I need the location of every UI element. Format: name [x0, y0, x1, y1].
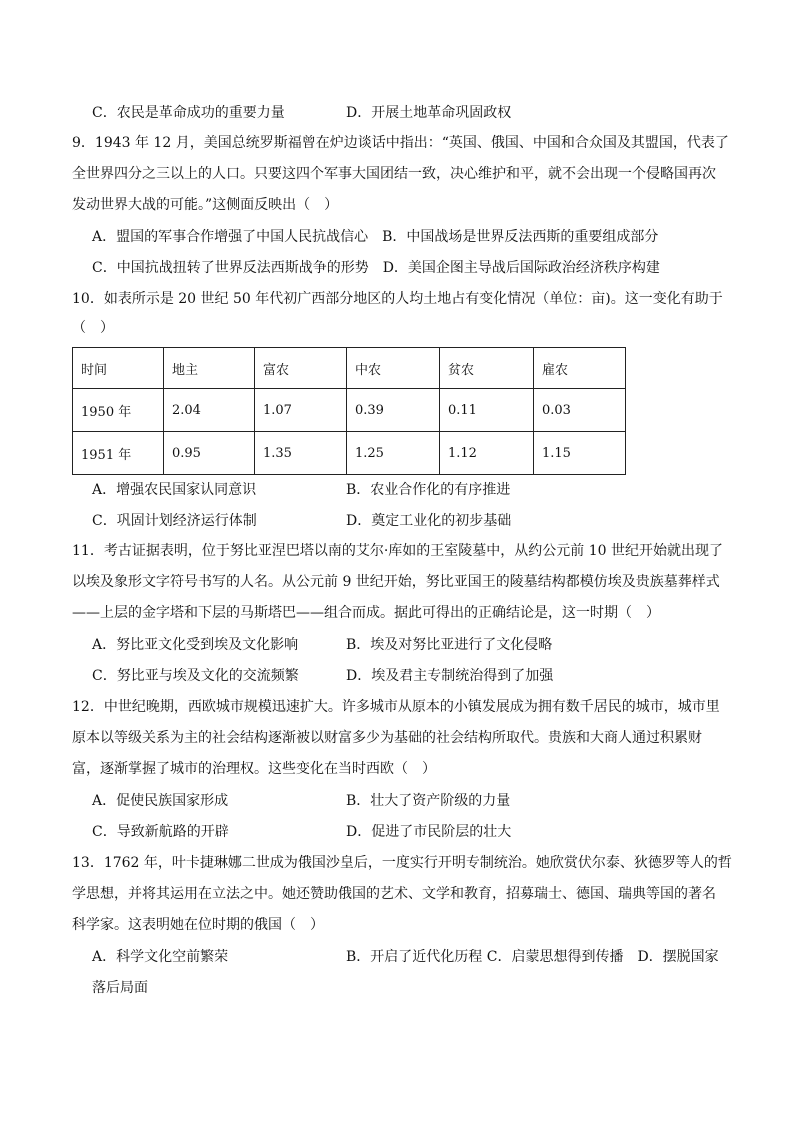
q12-stem-line-1: 12．中世纪晚期，西欧城市规模迅速扩大。许多城市从原本的小镇发展成为拥有数千居民的城市，城市里 — [72, 699, 720, 715]
q11-stem-line-3: ——上层的金字塔和下层的马斯塔巴——组合而成。据此可得出的正确结论是，这一时期（ ） — [72, 605, 660, 621]
q11-option-b: B．埃及对努比亚进行了文化侵略 — [346, 637, 553, 653]
table-header-cell: 时间 — [73, 348, 164, 389]
table-header-row — [73, 348, 626, 389]
table-cell: 1.15 — [534, 432, 626, 475]
table-row — [73, 389, 626, 432]
q10-option-b: B．农业合作化的有序推进 — [346, 482, 511, 498]
q13-options-bcd: B．开启了近代化历程 C．启蒙思想得到传播 D．摆脱国家 — [346, 949, 719, 965]
q9-options-cd: C．中国抗战扭转了世界反法西斯战争的形势 D．美国企图主导战后国际政治经济秩序构建 — [92, 260, 660, 276]
q11-stem-line-2: 以埃及象形文字符号书写的人名。从公元前 9 世纪开始，努比亚国王的陵墓结构都模仿埃及贵族墓葬样式 — [72, 574, 720, 590]
q10-option-d: D．奠定工业化的初步基础 — [346, 513, 512, 529]
q9-stem-line-2: 全世界四分之三以上的人口。只要这四个军事大国团结一致，决心维护和平，就不会出现一个侵略国再次 — [72, 166, 716, 182]
table-cell: 0.11 — [440, 389, 534, 432]
q13-stem-line-1: 13．1762 年，叶卡捷琳娜二世成为俄国沙皇后，一度实行开明专制统治。她欣赏伏尔泰、狄德罗等人的哲 — [72, 855, 732, 871]
table-cell: 1951 年 — [73, 432, 164, 475]
q8-option-c: C．农民是革命成功的重要力量 — [92, 105, 285, 121]
q10-stem-line-2: （ ） — [72, 320, 114, 336]
table-cell: 1950 年 — [73, 389, 164, 432]
q13-stem-line-2: 学思想，并将其运用在立法之中。她还赞助俄国的艺术、文学和教育，招募瑞士、德国、瑞典等国的著名 — [72, 886, 716, 902]
q11-option-d: D．埃及君主专制统治得到了加强 — [346, 668, 554, 684]
q9-options-ab: A．盟国的军事合作增强了中国人民抗战信心 B．中国战场是世界反法西斯的重要组成部分 — [92, 229, 659, 245]
q11-option-a: A．努比亚文化受到埃及文化影响 — [92, 637, 299, 653]
q12-option-d: D．促进了市民阶层的壮大 — [346, 824, 512, 840]
q10-land-table — [72, 347, 626, 475]
table-cell: 1.07 — [255, 389, 347, 432]
table-header-cell: 地主 — [164, 348, 255, 389]
table-cell: 2.04 — [164, 389, 255, 432]
q13-option-wrap: 落后局面 — [92, 980, 148, 996]
q12-stem-line-2: 原本以等级关系为主的社会结构逐渐被以财富多少为基础的社会结构所取代。贵族和大商人通过积累财 — [72, 730, 702, 746]
q13-stem-line-3: 科学家。这表明她在位时期的俄国（ ） — [72, 917, 324, 933]
table-cell: 0.39 — [347, 389, 440, 432]
table-cell: 1.12 — [440, 432, 534, 475]
q12-option-c: C．导致新航路的开辟 — [92, 824, 229, 840]
table-header-cell: 中农 — [347, 348, 440, 389]
table-cell: 1.25 — [347, 432, 440, 475]
table-cell: 1.35 — [255, 432, 347, 475]
q11-stem-line-1: 11．考古证据表明，位于努比亚涅巴塔以南的艾尔·库如的王室陵墓中，从约公元前 10 世纪开始就出现了 — [72, 543, 723, 559]
table-header-cell: 富农 — [255, 348, 347, 389]
q9-stem-line-1: 9．1943 年 12 月，美国总统罗斯福曾在炉边谈话中指出：“英国、俄国、中国和合众国及其盟国，代表了 — [72, 135, 729, 151]
q9-stem-line-3: 发动世界大战的可能。”这侧面反映出（ ） — [72, 197, 339, 213]
table-cell: 0.95 — [164, 432, 255, 475]
table-row — [73, 432, 626, 475]
q8-option-d: D．开展土地革命巩固政权 — [346, 105, 512, 121]
q12-option-b: B．壮大了资产阶级的力量 — [346, 793, 511, 809]
q10-stem-line-1: 10．如表所示是 20 世纪 50 年代初广西部分地区的人均土地占有变化情况（单位：亩)。这一变化有助于 — [72, 291, 723, 307]
q12-option-a: A．促使民族国家形成 — [92, 793, 229, 809]
q13-option-a: A．科学文化空前繁荣 — [92, 949, 229, 965]
table-header-cell: 雇农 — [534, 348, 626, 389]
q11-option-c: C．努比亚与埃及文化的交流频繁 — [92, 668, 299, 684]
q10-option-c: C．巩固计划经济运行体制 — [92, 513, 257, 529]
q12-stem-line-3: 富，逐渐掌握了城市的治理权。这些变化在当时西欧（ ） — [72, 761, 436, 777]
q10-option-a: A．增强农民国家认同意识 — [92, 482, 257, 498]
table-header-cell: 贫农 — [440, 348, 534, 389]
table-cell: 0.03 — [534, 389, 626, 432]
